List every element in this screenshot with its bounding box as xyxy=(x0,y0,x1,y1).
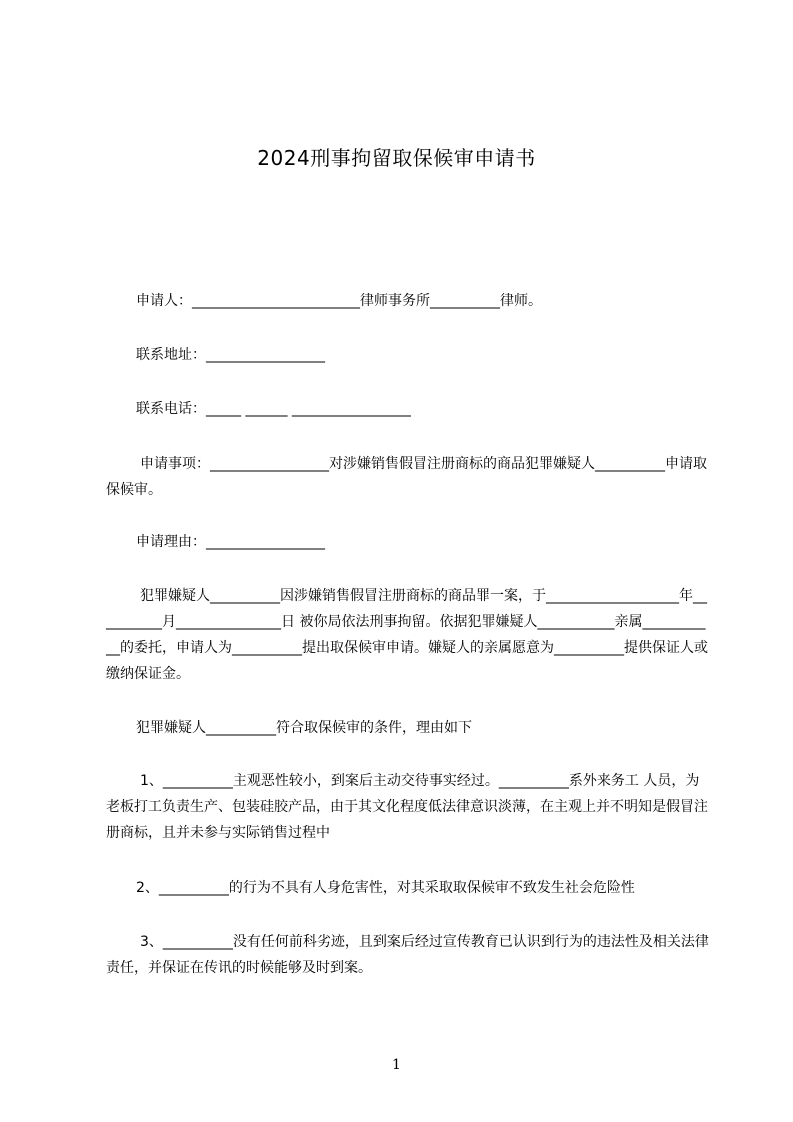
case-facts-paragraph: 犯罪嫌疑人__________因涉嫌销售假冒注册商标的商品罪一案，于___________________年__________月_______________日 被你局依法刑事拘留。依据犯罪嫌疑人___________亲属___________的委托，申请人为__________提出取保候审申请。嫌疑人的亲属愿意为__________提供保证人或缴纳保证金。 xyxy=(106,588,708,682)
applicant-line: 申请人：________________________律师事务所__________律师。 xyxy=(136,293,542,309)
page-number: 1 xyxy=(392,1057,401,1073)
reason-item-1: 1、__________主观恶性较小，到案后主动交待事实经过。__________系外来务工 人员，为老板打工负责生产、包装硅胶产品，由于其文化程度低法律意识淡薄，在主观上并不明知是假冒注册商标，且并未参与实际销售过程中 xyxy=(106,773,708,841)
conditions-intro-paragraph: 犯罪嫌疑人__________符合取保候审的条件，理由如下 xyxy=(136,720,472,736)
address-line: 联系地址：_________________ xyxy=(136,347,325,363)
application-matter-paragraph: 申请事项：_________________对涉嫌销售假冒注册商标的商品犯罪嫌疑人__________申请取保候审。 xyxy=(106,456,707,498)
reason-item-2: 2、__________的行为不具有人身危害性，对其采取取保候审不致发生社会危险性 xyxy=(136,880,635,896)
application-reason-line: 申请理由：_________________ xyxy=(136,534,325,550)
reason-item-3: 3、__________没有任何前科劣迹，且到案后经过宣传教育已认识到行为的违法性及相关法律责任，并保证在传讯的时候能够及时到案。 xyxy=(106,934,709,976)
phone-line: 联系电话：_____ ______ _________________ xyxy=(136,401,411,417)
document-title: 2024刑事拘留取保候审申请书 xyxy=(257,146,536,170)
